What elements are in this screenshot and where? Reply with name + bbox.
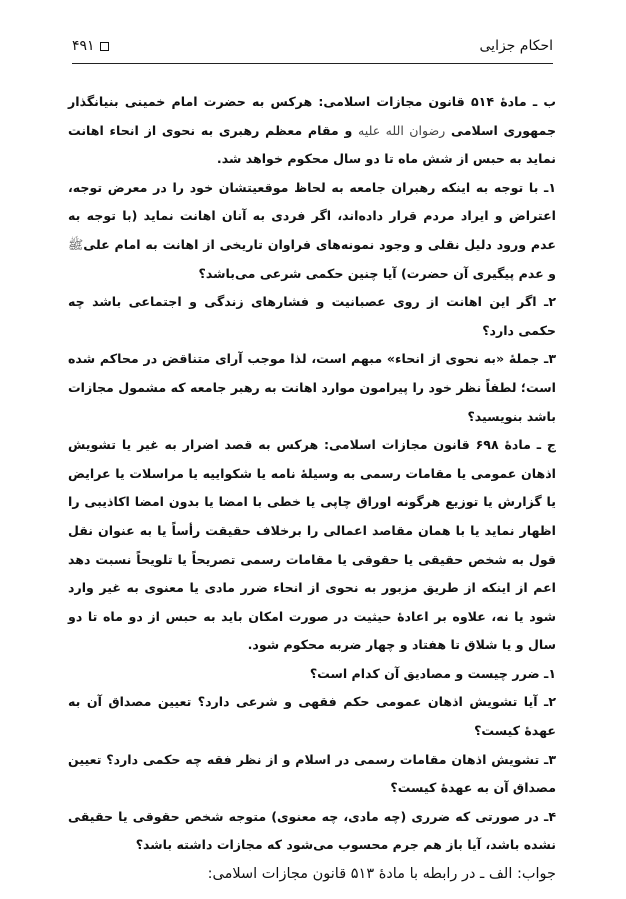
question-1-end: و عدم پیگیری آن حضرت) آیا چنین حکمی شرعی می‌باشد؟ — [198, 265, 556, 281]
paragraph-article-514-end: و مقام معظم رهبری به نحوی از انحاء اهانت نماید به حبس از شش ماه تا دو سال محکوم خواهد شد. — [68, 122, 556, 167]
question-1-leaders — [68, 174, 556, 288]
question-harm: ۱ـ ضرر چیست و مصادیق آن کدام است؟ — [309, 665, 556, 681]
question-no-harm: ۴ـ در صورتی که ضرری (چه مادی، چه معنوی) متوجه شخص حقوقی یا حقیقی نشده باشد، آیا باز هم جرم محسوب می‌شود که مجازات داشته باشد؟ — [68, 808, 556, 853]
page-header — [72, 36, 553, 64]
running-title: احکام جزایی — [479, 38, 553, 54]
paragraph-article-514-text: ب ـ مادهٔ ۵۱۴ قانون مجازات اسلامی: هرکس به حضرت امام خمینی بنیانگذار جمهوری اسلامی — [68, 94, 557, 138]
page-number-block — [72, 38, 109, 54]
body-text — [68, 88, 556, 889]
question-public-disturbance: ۲ـ آیا تشویش اذهان عمومی حکم فقهی و شرعی دارد؟ تعیین مصداق آن به عهدهٔ کیست؟ — [68, 694, 556, 739]
paragraph-article-698: ج ـ مادهٔ ۶۹۸ قانون مجازات اسلامی: هرکس به قصد اضرار به غیر یا تشویش اذهان عمومی یا مقامات رسمی به وسیلهٔ نامه یا شکواییه یا مراسلات یا عرایض یا گزارش یا توزیع هرگونه اوراق چاپی یا خطی با امضا یا بدون امضا اکاذیبی را اظهار نماید یا با همان مقاصد اعمالی را برخلاف حقیقت رأساً یا به عنوان نقل قول به شخص حقیقی یا حقوقی یا مقامات رسمی تصریحاً یا تلویحاً نسبت دهد اعم از اینکه از طریق مزبور به نحوی از انحاء ضرر مادی یا معنوی به غیر وارد شود یا نه، علاوه بر اعادهٔ حیثیت در صورت امکان باید به حبس از دو ماه تا دو سال و یا شلاق تا هفتاد و چهار ضربه محکوم شود. — [68, 437, 556, 653]
square-icon — [100, 42, 109, 51]
paragraph-article-514 — [68, 88, 556, 174]
header-rule — [72, 63, 553, 64]
page-number: ۴۹۱ — [72, 38, 95, 54]
honorific-text: رضوان الله علیه — [358, 122, 446, 138]
question-officials-disturbance: ۳ـ تشویش اذهان مقامات رسمی در اسلام و از نظر فقه چه حکمی دارد؟ تعیین مصداق آن به عهدهٔ کیست؟ — [68, 751, 556, 796]
question-1-text: ۱ـ با توجه به اینکه رهبران جامعه به لحاظ موقعیتشان خود را در معرض توجه، اعتراض و ایراد مردم قرار داده‌اند، اگر فردی به آنان اهانت نماید (با توجه به عدم ورود دلیل نقلی و وجود نمونه‌های فراوان تاریخی از اهانت به امام علی — [68, 179, 556, 252]
question-3-ambiguity: ۳ـ جملهٔ «به نحوی از انحاء» مبهم است، لذا موجب آرای متناقض در محاکم شده است؛ لطفاً نظر خود را پیرامون موارد اهانت به رهبر جامعه که مشمول مجازات باشد بنویسید؟ — [68, 351, 556, 424]
honorific-glyph: ﷺ — [68, 236, 84, 252]
question-2-anger: ۲ـ اگر این اهانت از روی عصبانیت و فشارهای زندگی و اجتماعی باشد چه حکمی دارد؟ — [68, 294, 556, 338]
answer-heading: جواب: الف ـ در رابطه با مادهٔ ۵۱۳ قانون مجازات اسلامی: — [207, 866, 556, 883]
